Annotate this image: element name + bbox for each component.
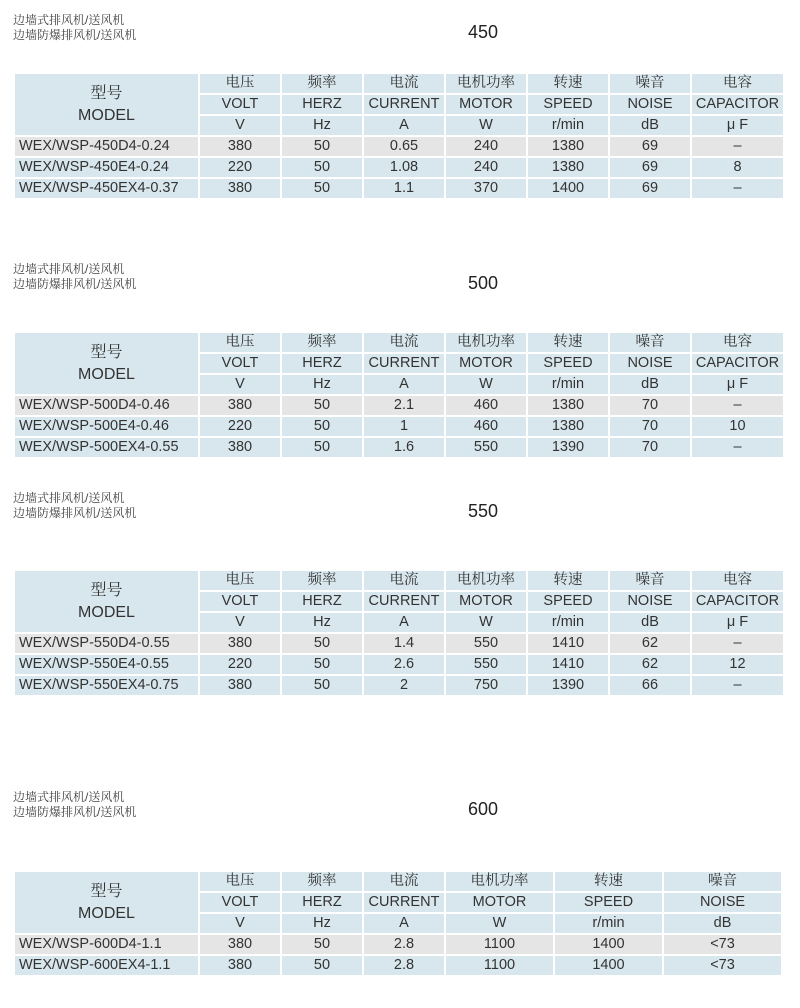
col-header-cn: 转速 [528,74,608,93]
col-header-en: MOTOR [446,592,526,611]
model-header: 型号 MODEL [15,571,198,632]
col-header-en: MOTOR [446,893,553,912]
table-row: WEX/WSP-450EX4-0.37 380 50 1.1 370 1400 69 – [15,179,783,198]
table-row: WEX/WSP-500EX4-0.55 380 50 1.6 550 1390 70 – [15,438,783,457]
col-header-en: VOLT [200,354,280,373]
col-unit: V [200,914,280,933]
col-header-cn: 噪音 [610,571,690,590]
col-header-en: CURRENT [364,95,444,114]
col-header-en: VOLT [200,95,280,114]
table-row: WEX/WSP-600D4-1.1 380 50 2.8 1100 1400 <73 [15,935,781,954]
col-header-en: VOLT [200,592,280,611]
col-header-cn: 电流 [364,571,444,590]
col-unit: A [364,375,444,394]
col-unit: A [364,613,444,632]
col-header-en: CAPACITOR [692,592,783,611]
col-header-en: CURRENT [364,893,444,912]
col-unit: Hz [282,375,362,394]
model-header: 型号 MODEL [15,872,198,933]
col-header-en: NOISE [610,95,690,114]
col-header-en: HERZ [282,354,362,373]
col-header-cn: 电流 [364,333,444,352]
col-header-cn: 电机功率 [446,571,526,590]
size-title: 500 [467,273,499,293]
col-header-cn: 噪音 [664,872,781,891]
col-unit: A [364,116,444,135]
col-header-en: CAPACITOR [692,95,783,114]
col-header-en: MOTOR [446,95,526,114]
col-header-cn: 频率 [282,872,362,891]
col-header-en: SPEED [528,95,608,114]
category-label: 边墙式排风机/送风机 边墙防爆排风机/送风机 [13,262,137,291]
col-unit: Hz [282,116,362,135]
table-row: WEX/WSP-550E4-0.55 220 50 2.6 550 1410 62 12 [15,655,783,674]
col-unit: W [446,613,526,632]
col-header-en: VOLT [200,893,280,912]
col-header-cn: 电压 [200,74,280,93]
col-header-en: NOISE [610,592,690,611]
model-header: 型号 MODEL [15,74,198,135]
table-row: WEX/WSP-550EX4-0.75 380 50 2 750 1390 66 – [15,676,783,695]
size-title: 600 [467,799,499,819]
col-unit: dB [664,914,781,933]
col-unit: μ F [692,375,783,394]
col-header-en: CURRENT [364,354,444,373]
col-header-cn: 电流 [364,872,444,891]
col-header-cn: 频率 [282,333,362,352]
col-header-cn: 转速 [528,571,608,590]
col-unit: Hz [282,613,362,632]
col-unit: V [200,116,280,135]
col-header-en: HERZ [282,893,362,912]
col-unit: μ F [692,613,783,632]
spec-table-550 [13,569,785,697]
col-unit: dB [610,116,690,135]
table-row: WEX/WSP-450E4-0.24 220 50 1.08 240 1380 69 8 [15,158,783,177]
col-unit: r/min [528,116,608,135]
col-unit: W [446,375,526,394]
col-unit: W [446,116,526,135]
col-header-cn: 电机功率 [446,872,553,891]
col-header-en: SPEED [555,893,662,912]
table-row: WEX/WSP-500E4-0.46 220 50 1 460 1380 70 10 [15,417,783,436]
col-header-cn: 转速 [555,872,662,891]
col-header-en: MOTOR [446,354,526,373]
col-unit: Hz [282,914,362,933]
size-title: 450 [467,22,499,42]
col-header-cn: 频率 [282,571,362,590]
col-unit: dB [610,375,690,394]
col-header-cn: 噪音 [610,74,690,93]
col-header-en: NOISE [664,893,781,912]
table-row: WEX/WSP-450D4-0.24 380 50 0.65 240 1380 69 – [15,137,783,156]
col-header-cn: 噪音 [610,333,690,352]
col-unit: r/min [528,613,608,632]
col-header-en: HERZ [282,95,362,114]
col-header-cn: 电流 [364,74,444,93]
col-header-cn: 转速 [528,333,608,352]
col-header-en: CURRENT [364,592,444,611]
category-label: 边墙式排风机/送风机 边墙防爆排风机/送风机 [13,491,137,520]
col-unit: μ F [692,116,783,135]
col-header-en: SPEED [528,592,608,611]
table-row: WEX/WSP-550D4-0.55 380 50 1.4 550 1410 62 – [15,634,783,653]
col-header-cn: 电压 [200,571,280,590]
col-unit: W [446,914,553,933]
col-unit: r/min [528,375,608,394]
col-header-en: CAPACITOR [692,354,783,373]
col-header-cn: 频率 [282,74,362,93]
spec-table-500 [13,331,785,459]
col-header-en: NOISE [610,354,690,373]
col-unit: dB [610,613,690,632]
model-header: 型号 MODEL [15,333,198,394]
col-header-en: HERZ [282,592,362,611]
category-label: 边墙式排风机/送风机 边墙防爆排风机/送风机 [13,13,137,42]
size-title: 550 [467,501,499,521]
category-label: 边墙式排风机/送风机 边墙防爆排风机/送风机 [13,790,137,819]
spec-table-600 [13,870,783,977]
col-header-cn: 电容 [692,571,783,590]
col-header-cn: 电压 [200,333,280,352]
col-unit: V [200,375,280,394]
col-header-cn: 电容 [692,74,783,93]
col-header-cn: 电容 [692,333,783,352]
col-unit: A [364,914,444,933]
col-header-cn: 电机功率 [446,333,526,352]
col-unit: r/min [555,914,662,933]
col-header-cn: 电压 [200,872,280,891]
spec-table-450 [13,72,785,200]
col-header-cn: 电机功率 [446,74,526,93]
table-row: WEX/WSP-600EX4-1.1 380 50 2.8 1100 1400 <73 [15,956,781,975]
table-row: WEX/WSP-500D4-0.46 380 50 2.1 460 1380 70 – [15,396,783,415]
col-header-en: SPEED [528,354,608,373]
col-unit: V [200,613,280,632]
